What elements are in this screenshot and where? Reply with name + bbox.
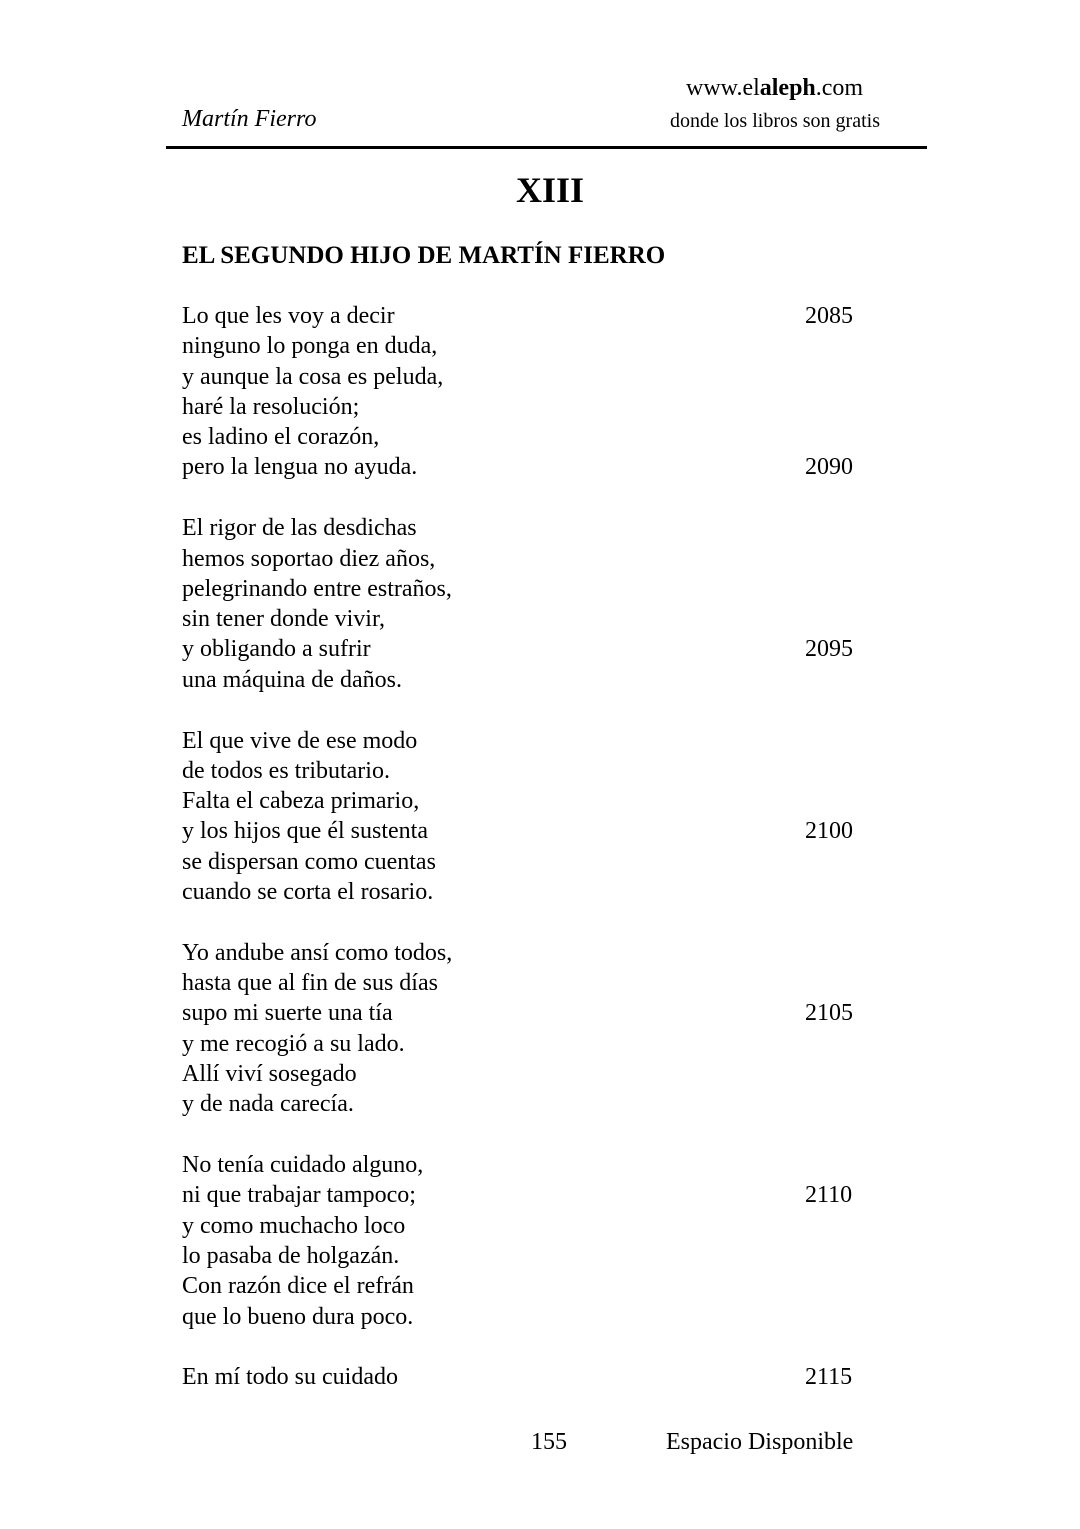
verse-line <box>182 1211 862 1241</box>
verse-text: es ladino el corazón, <box>182 424 380 451</box>
verse-line <box>182 634 862 664</box>
verse-text: Yo andube ansí como todos, <box>182 939 453 966</box>
verse-text: Falta el cabeza primario, <box>182 788 420 815</box>
verse-line <box>182 877 862 907</box>
verse-line <box>182 665 862 695</box>
site-url-bold: aleph <box>759 75 816 101</box>
header-divider <box>166 146 927 149</box>
verse-line <box>182 301 862 331</box>
verse-line <box>182 392 862 422</box>
page-number: 155 <box>531 1429 567 1455</box>
verse-number: 2085 <box>805 303 853 329</box>
verse-text: y obligando a sufrir <box>182 636 371 663</box>
site-url-prefix: www.el <box>686 75 760 101</box>
verse-text: y de nada carecía. <box>182 1091 354 1118</box>
poem-body <box>182 301 862 1423</box>
verse-text: sin tener donde vivir, <box>182 606 385 633</box>
verse-line <box>182 726 862 756</box>
verse-number: 2100 <box>805 818 853 845</box>
verse-text: Allí viví sosegado <box>182 1061 357 1088</box>
verse-text: supo mi suerte una tía <box>182 1000 393 1027</box>
verse-number: 2115 <box>805 1364 853 1391</box>
verse-text: y los hijos que él sustenta <box>182 818 428 845</box>
verse-line <box>182 1180 862 1210</box>
verse-text: cuando se corta el rosario. <box>182 879 434 906</box>
site-tagline: donde los libros son gratis <box>670 110 880 132</box>
verse-text: se dispersan como cuentas <box>182 848 436 875</box>
book-title: Martín Fierro <box>182 106 317 132</box>
verse-line <box>182 786 862 816</box>
verse-line <box>182 331 862 361</box>
verse-line <box>182 544 862 574</box>
verse-text: El rigor de las desdichas <box>182 515 417 542</box>
verse-line <box>182 938 862 968</box>
verse-text: de todos es tributario. <box>182 757 390 784</box>
verse-number: 2105 <box>805 1000 853 1027</box>
site-url-suffix: .com <box>815 75 864 101</box>
verse-line <box>182 1089 862 1119</box>
verse-number: 2095 <box>805 636 853 663</box>
verse-text: y me recogió a su lado. <box>182 1030 405 1057</box>
verse-line <box>182 1362 862 1392</box>
chapter-heading: EL SEGUNDO HIJO DE MARTÍN FIERRO <box>182 242 666 269</box>
verse-text: hemos soportao diez años, <box>182 545 436 572</box>
verse-line <box>182 513 862 543</box>
verse-text: una máquina de daños. <box>182 666 402 693</box>
verse-text: ni que trabajar tampoco; <box>182 1182 416 1209</box>
verse-line <box>182 1059 862 1089</box>
chapter-numeral: XIII <box>515 170 585 210</box>
verse-line <box>182 362 862 392</box>
verse-line <box>182 998 862 1028</box>
verse-text: y aunque la cosa es peluda, <box>182 363 444 390</box>
verse-line <box>182 968 862 998</box>
verse-text: En mí todo su cuidado <box>182 1364 398 1391</box>
verse-text: lo pasaba de holgazán. <box>182 1243 400 1270</box>
stanza <box>182 726 862 908</box>
verse-line <box>182 1029 862 1059</box>
site-url <box>686 73 863 103</box>
verse-text: El que vive de ese modo <box>182 727 418 754</box>
verse-text: ninguno lo ponga en duda, <box>182 333 438 360</box>
verse-line <box>182 1271 862 1301</box>
stanza <box>182 1362 862 1392</box>
verse-text: hasta que al fin de sus días <box>182 970 438 997</box>
verse-line <box>182 816 862 846</box>
footer-note: Espacio Disponible <box>666 1429 854 1455</box>
verse-number: 2110 <box>805 1182 853 1209</box>
stanza <box>182 301 862 483</box>
stanza <box>182 1150 862 1332</box>
verse-line <box>182 452 862 482</box>
verse-text: y como muchacho loco <box>182 1212 406 1239</box>
verse-line <box>182 604 862 634</box>
stanza <box>182 938 862 1120</box>
verse-text: que lo bueno dura poco. <box>182 1303 414 1330</box>
verse-text: pelegrinando entre estraños, <box>182 575 452 602</box>
stanza <box>182 513 862 695</box>
verse-line <box>182 1241 862 1271</box>
verse-line <box>182 847 862 877</box>
verse-number: 2090 <box>805 454 853 481</box>
verse-text: haré la resolución; <box>182 393 360 420</box>
verse-text: pero la lengua no ayuda. <box>182 454 418 481</box>
verse-line <box>182 1150 862 1180</box>
verse-line <box>182 756 862 786</box>
verse-text: Con razón dice el refrán <box>182 1273 414 1300</box>
verse-line <box>182 422 862 452</box>
verse-text: No tenía cuidado alguno, <box>182 1152 424 1179</box>
verse-text: Lo que les voy a decir <box>182 303 395 329</box>
verse-line <box>182 1302 862 1332</box>
verse-line <box>182 574 862 604</box>
